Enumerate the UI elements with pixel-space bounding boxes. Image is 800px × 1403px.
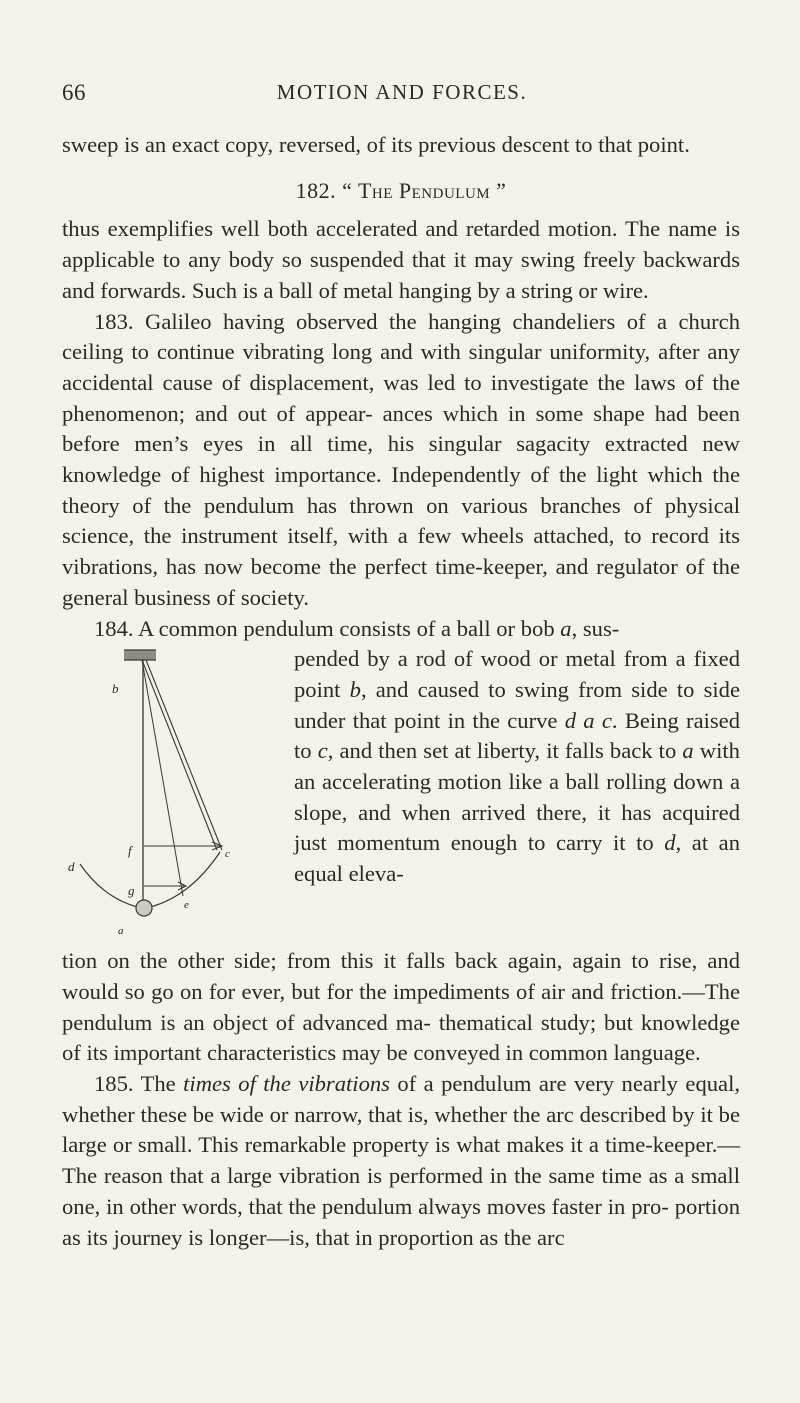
label-c: c	[225, 848, 230, 861]
label-b: b	[112, 681, 119, 697]
var-d: d	[664, 830, 676, 856]
label-d: d	[68, 859, 75, 875]
arc-dac	[80, 852, 220, 907]
figure-wrap-text	[294, 644, 740, 890]
p185-italic: times of the vibrations	[183, 1071, 390, 1097]
wrap-text-2: , and caused to swing from side to side under that point in the curve	[294, 676, 740, 733]
p185-rest: of a pendulum are very nearly equal, whether these be wide or narrow, that is, whether the arc described by it be large or small. This remarkable property is what makes it a time-keeper.—The reason that a large vibration is performed in the same time as a small one, in other words, that the pendulum always moves faster in pro- portion as its journey is longer—is, that in proportion as the arc	[62, 1071, 740, 1250]
wrap-text-6: , at an equal eleva-	[294, 830, 741, 887]
body-text	[62, 130, 740, 1253]
wrap-text-5: with an accelerating motion like a ball rolling down a slope, and when arrived there, it has acquired just momentum enough to carry it to	[294, 738, 740, 856]
paragraph-continuation: sweep is an exact copy, reversed, of its previous descent to that point.	[62, 132, 690, 157]
page-number: 66	[62, 80, 86, 105]
wrap-text-4: , and then set at liberty, it falls back to	[327, 738, 683, 764]
paragraph-182: thus exemplifies well both accelerated and retarded motion. The name is applicable to any body so suspended that it may swing freely backwards and forwards. Such is a ball of metal hanging by a string or wire.	[62, 216, 740, 303]
pendulum-rod-left	[142, 660, 217, 850]
section-heading: 182. “ The Pendulum ”	[295, 177, 507, 203]
label-e: e	[184, 899, 189, 912]
pendulum-rod-mid	[142, 660, 183, 896]
p184-var-a: a	[560, 615, 572, 641]
p184-lead-text: 184. A common pendulum consists of a ball or bob	[94, 615, 555, 641]
wrap-text-3: . Being raised to	[294, 707, 741, 764]
wrap-text-1: pended by a rod of wood or metal from a fixed point	[294, 646, 740, 702]
var-c: c	[317, 738, 328, 764]
pendulum-rod-right	[146, 660, 222, 850]
paragraph-184-continued: tion on the other side; from this it falls back again, again to rise, and would so go on for ever, but for the impediments of air and friction.—The pendulum is an object of advanced ma- thematical study; but knowledge of its important characteristics may be conveyed in common language.	[62, 948, 740, 1066]
paragraph-183: 183. Galileo having observed the hanging chandeliers of a church ceiling to continue vibrating long and with singular uniformity, after any accidental cause of displacement, was led to investigate the laws of the phenomenon; and out of appear- ances which in some shape had been before men’s eyes in all time, his singular sagacity extracted new knowledge of highest importance. Independently of the light which the theory of the pendulum has thrown on various branches of physical science, the instrument itself, with a few wheels attached, to record its vibrations, has now become the perfect time-keeper, and regulator of the general business of society.	[62, 308, 740, 610]
running-head: MOTION AND FORCES.	[276, 80, 528, 104]
label-a: a	[118, 925, 124, 938]
label-g: g	[128, 883, 135, 899]
var-a-2: a	[682, 738, 694, 764]
pendulum-bob	[136, 900, 152, 916]
p185-lead: 185. The	[94, 1071, 184, 1097]
var-b: b	[349, 676, 361, 702]
figure-wrap-block	[62, 644, 740, 1012]
p184-lead-end: , sus-	[571, 615, 620, 641]
ceiling-hatch	[124, 650, 156, 660]
paragraph-184-lead	[62, 614, 740, 645]
label-f: f	[128, 843, 132, 859]
paragraph-184-wrap	[294, 644, 740, 890]
var-dac: d a c	[564, 707, 612, 733]
pendulum-figure	[62, 646, 272, 941]
pendulum-diagram	[62, 646, 272, 941]
page-header	[62, 80, 742, 112]
paragraph-185	[62, 1069, 740, 1253]
